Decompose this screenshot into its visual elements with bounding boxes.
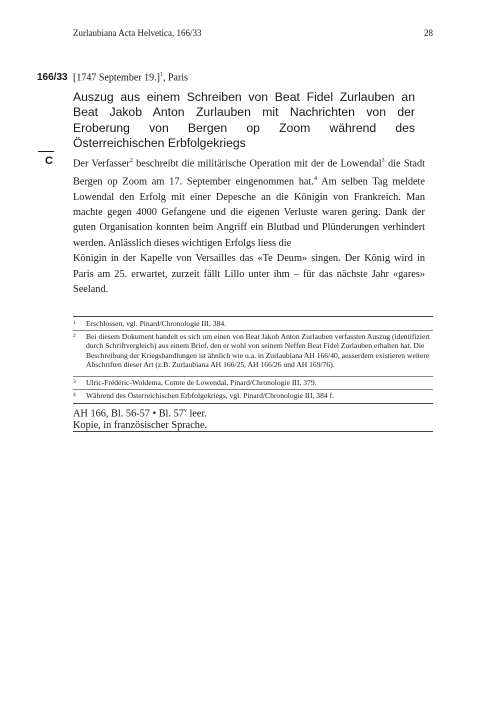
running-head-title: Zurlaubiana Acta Helvetica, 166/33: [73, 28, 202, 38]
footnote-3: [73, 378, 433, 387]
footnote-text: Während des Österreichischen Erbfolgekriegs, vgl. Pinard/Chronologie III, 384 f.: [86, 391, 334, 400]
document-number: 166/33: [37, 72, 68, 83]
source-line-2: Kopie, in französischer Sprache.: [73, 419, 208, 431]
document-heading: Auszug aus einem Schreiben von Beat Fidel Zurlauben an Beat Jakob Anton Zurlauben mit Nachrichten von der Eroberung von Bergen op Zoom während des Österreichischen Erbfolgekriegs: [73, 90, 415, 151]
body-text-segment: Der Verfasser: [73, 158, 130, 170]
date-text: [1747 September 19.]: [73, 72, 160, 84]
footnote-divider: [73, 330, 433, 331]
verso-mark: v: [183, 408, 187, 414]
footnote-ref-4: 4: [313, 175, 317, 182]
running-head: [73, 28, 433, 40]
footnote-ref-3: 3: [381, 158, 385, 164]
body-text: [73, 154, 425, 298]
footnote-number: 3: [73, 379, 76, 385]
document-date: [73, 72, 188, 83]
body-paragraph-2: Königin in der Kapelle von Versailles das «Te Deum» singen. Der König wird in Paris am 25. erwartet, zurzeit fällt Lillo unter ihm – für das nächste Jahr «gares» Seeland.: [73, 253, 425, 296]
footnote-text: Erschlossen, vgl. Pinard/Chronologie III, 384.: [86, 319, 227, 328]
footnote-rule-bottom: [73, 403, 433, 404]
body-text-segment: beschreibt die militärische Operation mit der de Lowendal: [132, 158, 382, 170]
footnote-number: 2: [73, 333, 76, 339]
footnote-ref-1: 1: [159, 72, 163, 78]
source-line-1: [73, 406, 433, 420]
footnote-2: [73, 332, 433, 370]
marker-rule: [38, 151, 54, 152]
body-paragraph-1: [73, 154, 425, 251]
page-number: 28: [424, 28, 433, 38]
source-note: [73, 406, 433, 431]
footnote-divider: [73, 389, 433, 390]
footnote-number: 1: [73, 320, 76, 326]
copy-marker: C: [45, 155, 53, 167]
footnote-rule-top: [73, 316, 433, 317]
footnote-1: [73, 319, 433, 328]
footnote-text: Ulric-Frédéric-Woldema, Comte de Lowendal, Pinard/Chronologie III, 379.: [86, 378, 317, 387]
footnote-number: 4: [73, 392, 76, 398]
source-remark: leer.: [186, 408, 207, 420]
footnote-4: [73, 391, 433, 400]
footnote-divider: [73, 376, 433, 377]
body-text-segment: die Stadt Bergen op Zoom am 17. September eingenommen hat.: [73, 158, 425, 188]
body-text-segment: Am selben Tag meldete Lowendal den Erfolg mit einer Depesche an die Königin von Frankreich. Man machte gegen 4000 Gefangene und die eigenen Verluste waren gering. Dank der guten Organisation konnten beim Angriff ein Blutbad und Plünderungen verhindert werden. Anlässlich dieses wichtigen Erfolgs liess die: [73, 176, 425, 249]
footnote-ref-2: 2: [129, 158, 133, 164]
date-place: , Paris: [162, 72, 188, 84]
source-rule: [73, 431, 433, 432]
source-reference: AH 166, Bl. 56-57 • Bl. 57: [73, 408, 184, 420]
footnote-text: Bei diesem Dokument handelt es sich um einen von Beat Jakob Anton Zurlauben verfassten Auszug (identifiziert durch Schriftvergleich) aus einem Brief, den er wohl von seinem Neffen Beat Fidel Zurlauben erhalten hat. Die Beschreibung der Kriegshandlungen ist ähnlich wie u.a. in Zurlaubiana AH 166/40, ausserdem existieren weitere Abschriften dieser Art (z.B. Zurlaubiana AH 166/25, AH 166/26 und AH 169/76).: [86, 332, 430, 370]
